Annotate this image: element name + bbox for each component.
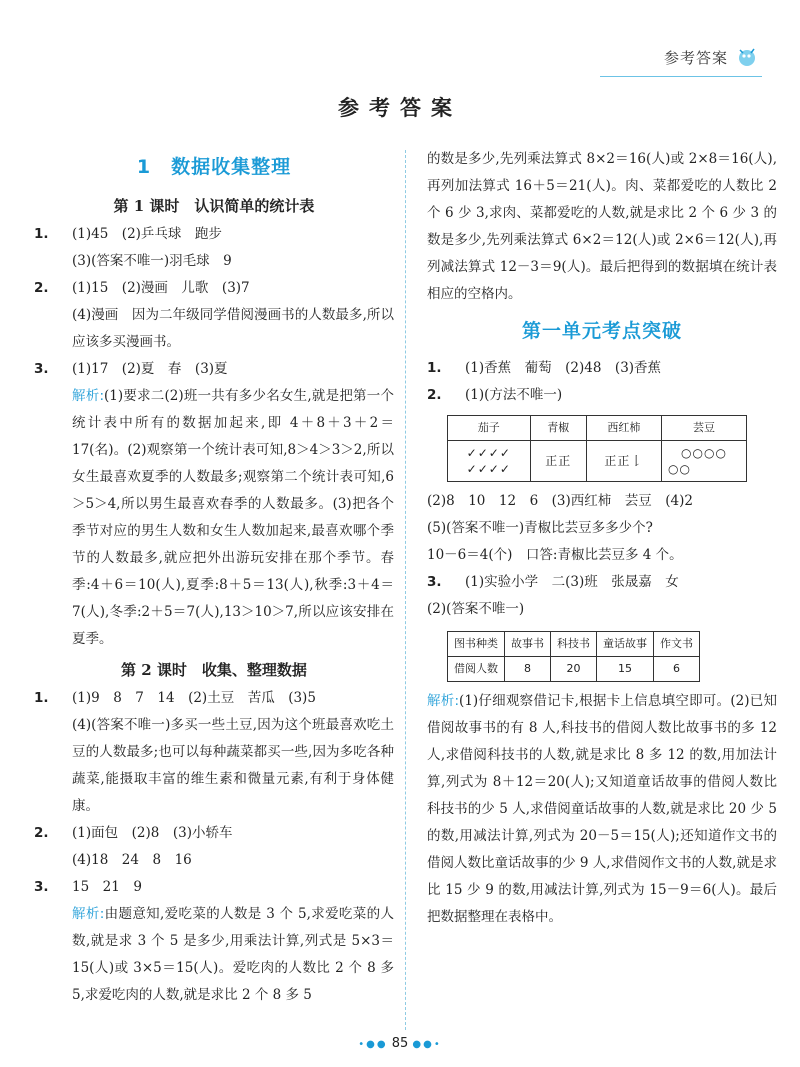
answer-text: (2)(答案不唯一) bbox=[427, 601, 525, 617]
table-cell: 20 bbox=[551, 657, 597, 682]
answer-item bbox=[34, 356, 394, 383]
table-header: 青椒 bbox=[530, 416, 586, 441]
answer-text: (3)(答案不唯一)羽毛球 9 bbox=[72, 253, 232, 269]
section-heading: 第一单元考点突破 bbox=[521, 320, 682, 342]
lesson-heading: 第 1 课时 认识简单的统计表 bbox=[113, 197, 315, 215]
analysis-label: 解析: bbox=[72, 906, 105, 922]
analysis-body: 由题意知,爱吃菜的人数是 3 个 5,求爱吃菜的人数,就是求 3 个 5 是多少,用乘法计算,列式是 5×3＝15(人)或 3×5＝15(人)。爱吃肉的人数比 2 个 8 多 5,求爱吃肉的人数,就是求比 2 个 8 多 5 bbox=[72, 906, 394, 1003]
answer-item bbox=[34, 685, 394, 712]
table-row-label: 借阅人数 bbox=[448, 657, 505, 682]
item-number: 1. bbox=[427, 360, 442, 376]
item-number: 3. bbox=[427, 574, 442, 590]
mascot-icon bbox=[734, 44, 760, 70]
answer-text: (1)17 (2)夏 春 (3)夏 bbox=[72, 361, 228, 377]
table-header: 作文书 bbox=[654, 632, 700, 657]
answer-text: (2)8 10 12 6 (3)西红柿 芸豆 (4)2 bbox=[427, 493, 693, 509]
table-cell: 8 bbox=[505, 657, 551, 682]
tally-marks: ✓✓✓✓ bbox=[466, 462, 511, 476]
analysis-label: 解析: bbox=[427, 693, 460, 709]
answer-text: 10－6＝4(个) 口答:青椒比芸豆多 4 个。 bbox=[427, 547, 683, 563]
item-number: 3. bbox=[34, 879, 49, 895]
answer-text: (1)(方法不唯一) bbox=[465, 387, 563, 403]
answer-item bbox=[427, 355, 777, 382]
analysis-text bbox=[34, 383, 394, 653]
table-header: 图书种类 bbox=[448, 632, 505, 657]
item-number: 2. bbox=[427, 387, 442, 403]
table-cell: 正正 bbox=[530, 441, 586, 482]
header-tag-text: 参考答案 bbox=[663, 48, 728, 67]
table-cell bbox=[448, 441, 531, 482]
answer-item bbox=[34, 874, 394, 901]
tally-marks: ✓✓✓✓ bbox=[466, 446, 511, 460]
answer-text: (4)漫画 因为二年级同学借阅漫画书的人数最多,所以应该多买漫画书。 bbox=[72, 307, 394, 350]
table-header: 科技书 bbox=[551, 632, 597, 657]
answer-text: (5)(答案不唯一)青椒比芸豆多多少个? bbox=[427, 520, 653, 536]
answer-text: (1)面包 (2)8 (3)小轿车 bbox=[72, 825, 233, 841]
item-number: 2. bbox=[34, 825, 49, 841]
analysis-text bbox=[34, 901, 394, 1009]
column-divider bbox=[405, 150, 406, 1030]
answer-text: (4)(答案不唯一)多买一些土豆,因为这个班最喜欢吃土豆的人数最多;也可以每种蔬菜都买一些,因为多吃各种蔬菜,能摄取丰富的维生素和微量元素,有利于身体健康。 bbox=[72, 717, 394, 814]
answer-item bbox=[34, 820, 394, 847]
page-title: 参考答案 bbox=[338, 96, 462, 120]
book-table bbox=[447, 631, 700, 682]
answer-text: (1)实验小学 二(3)班 张晟嘉 女 bbox=[465, 574, 679, 590]
left-column bbox=[34, 150, 394, 1009]
table-header: 故事书 bbox=[505, 632, 551, 657]
answer-text: (1)9 8 7 14 (2)土豆 苦瓜 (3)5 bbox=[72, 690, 316, 706]
dots-left: •●● bbox=[358, 1039, 388, 1050]
answer-text: (4)18 24 8 16 bbox=[72, 852, 192, 868]
section-heading: 1 数据收集整理 bbox=[136, 156, 292, 178]
table-header: 童话故事 bbox=[597, 632, 654, 657]
answer-item bbox=[427, 382, 777, 409]
answer-text: (1)45 (2)乒乓球 跑步 bbox=[72, 226, 222, 242]
answer-item bbox=[34, 221, 394, 248]
right-column bbox=[427, 146, 777, 931]
header-tag bbox=[664, 44, 760, 70]
answer-text: (1)香蕉 葡萄 (2)48 (3)香蕉 bbox=[465, 360, 662, 376]
table-header: 茄子 bbox=[448, 416, 531, 441]
analysis-label: 解析: bbox=[72, 388, 104, 404]
item-number: 1. bbox=[34, 690, 49, 706]
tally-marks: ○○ bbox=[667, 462, 691, 476]
answer-text: 15 21 9 bbox=[72, 879, 142, 895]
item-number: 1. bbox=[34, 226, 49, 242]
lesson-heading: 第 2 课时 收集、整理数据 bbox=[121, 661, 307, 679]
answer-text: (1)15 (2)漫画 儿歌 (3)7 bbox=[72, 280, 250, 296]
tally-table bbox=[447, 415, 747, 482]
table-cell: 正正𠄌 bbox=[586, 441, 661, 482]
analysis-text bbox=[427, 688, 777, 931]
item-number: 3. bbox=[34, 361, 49, 377]
analysis-body: (1)要求二(2)班一共有多少名女生,就是把第一个统计表中所有的数据加起来,即 4＋8＋3＋2＝17(名)。(2)观察第一个统计表可知,8＞4＞3＞2,所以女生最喜欢夏季的人数最多;观察第二个统计表可知,6＞5＞4,所以男生最喜欢春季的人数最多。(3)把各个季节对应的男生人数和女生人数加起来,最喜欢哪个季节的人数最多,就应把外出游玩安排在那个季节。春季:4＋6＝10(人),夏季:8＋5＝13(人),秋季:3＋4＝7(人),冬季:2＋5＝7(人),13＞10＞7,所以应该安排在夏季。 bbox=[72, 388, 394, 647]
table-cell bbox=[661, 441, 746, 482]
analysis-body: (1)仔细观察借记卡,根据卡上信息填空即可。(2)已知借阅故事书的有 8 人,科技书的借阅人数比故事书的多 12 人,求借阅科技书的人数,就是求比 8 多 12 的数,用加法计算,列式为 8＋12＝20(人);又知道童话故事的借阅人数比科技书的少 5 人,求借阅童话故事的人数,就是求比 20 少 5 的数,用减法计算,列式为 20－5＝15(人);还知道作文书的借阅人数比童话故事的少 9 人,求借阅作文书的人数,就是求比 15 少 9 的数,用减法计算,列式为 15－9＝6(人)。最后把数据整理在表格中。 bbox=[427, 693, 777, 925]
table-cell: 15 bbox=[597, 657, 654, 682]
page-footer bbox=[0, 1036, 800, 1051]
table-header: 芸豆 bbox=[661, 416, 746, 441]
table-header: 西红柿 bbox=[586, 416, 661, 441]
table-cell: 6 bbox=[654, 657, 700, 682]
answer-item bbox=[427, 569, 777, 596]
page-number: 85 bbox=[391, 1036, 409, 1051]
item-number: 2. bbox=[34, 280, 49, 296]
dots-right: ●●• bbox=[412, 1039, 442, 1050]
header-line bbox=[600, 76, 762, 77]
tally-marks: ○○○○ bbox=[681, 446, 727, 460]
analysis-continued: 的数是多少,先列乘法算式 8×2＝16(人)或 2×8＝16(人),再列加法算式 16＋5＝21(人)。肉、菜都爱吃的人数比 2 个 6 少 3,求肉、菜都爱吃的人数,就是求比 2 个 6 少 3 的数是多少,先列乘法算式 6×2＝12(人)或 2×6＝12(人),再列减法算式 12－3＝9(人)。最后把得到的数据填在统计表相应的空格内。 bbox=[427, 151, 777, 302]
answer-item bbox=[34, 275, 394, 302]
